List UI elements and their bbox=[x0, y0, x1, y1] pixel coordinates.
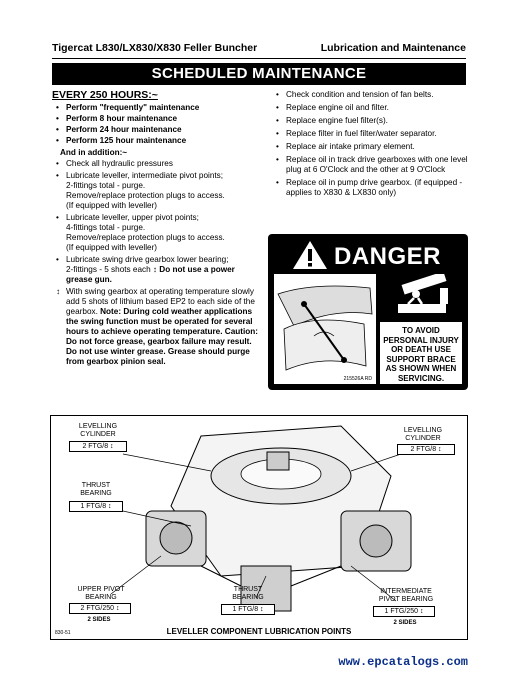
levelling-cylinder-right-spec: 2 FTG/8 ↕ bbox=[397, 444, 455, 455]
upper-pivot-bearing-label: UPPER PIVOT BEARING bbox=[77, 586, 125, 601]
task-item: • Replace filter in fuel filter/water separator. bbox=[276, 129, 437, 138]
thrust-bearing-left-label: THRUST BEARING bbox=[80, 482, 112, 497]
intermediate-pivot-bearing-spec: 1 FTG/250 ↕ bbox=[373, 606, 435, 617]
task-item: • Lubricate leveller, upper pivot points; 4-fittings total - purge. Remove/replace protection plugs to access. (If equipped with leveller) bbox=[56, 213, 225, 252]
perform-item: • Perform 125 hour maintenance bbox=[56, 136, 187, 145]
perform-item: • Perform 24 hour maintenance bbox=[56, 125, 182, 134]
header-title: Tigercat L830/LX830/X830 Feller Buncher bbox=[52, 42, 258, 54]
perform-item: • Perform 8 hour maintenance bbox=[56, 114, 178, 123]
support-brace-illustration bbox=[274, 274, 376, 384]
danger-message: TO AVOID PERSONAL INJURY OR DEATH USE SUPPORT BRACE AS SHOWN WHEN SERVICING. bbox=[380, 322, 462, 384]
levelling-cylinder-left-label: LEVELLING CYLINDER bbox=[78, 423, 118, 438]
intermediate-pivot-bearing-label: INTERMEDIATE PIVOT BEARING bbox=[378, 588, 434, 603]
right-column bbox=[272, 90, 468, 199]
thrust-bearing-bottom-spec: 1 FTG/8 ↕ bbox=[221, 604, 275, 615]
diagram-caption: LEVELLER COMPONENT LUBRICATION POINTS bbox=[166, 627, 352, 636]
leveller-diagram bbox=[50, 415, 468, 640]
levelling-cylinder-right-label: LEVELLING CYLINDER bbox=[403, 427, 443, 442]
task-item: ↕ With swing gearbox at operating temperature slowly add 5 shots of lithium based EP2 to each side of the gearbox. Note: During cold weather applications the swing function must be operated for several hours to achieve operating temperature. Caution: Do not force grease, gearbox failure may result. Do not use winter grease. Grease should purge from gearbox pinion seal. bbox=[56, 287, 258, 366]
danger-word: DANGER bbox=[334, 243, 442, 270]
task-item: • Replace engine oil and filter. bbox=[276, 103, 389, 112]
levelling-cylinder-left-spec: 2 FTG/8 ↕ bbox=[69, 441, 127, 452]
task-item: • Replace air intake primary element. bbox=[276, 142, 415, 151]
perform-item: • Perform "frequently" maintenance bbox=[56, 103, 200, 112]
task-item: • Replace oil in track drive gearboxes with one level plug at 6 O'Clock and the other at 9 O'Clock bbox=[276, 155, 468, 174]
header-section: Lubrication and Maintenance bbox=[320, 42, 466, 54]
task-item: • Lubricate swing drive gearbox lower bearing; 2-fittings - 5 shots each ↕ Do not use a power grease gun. bbox=[56, 255, 235, 284]
thrust-bearing-bottom-label: THRUST BEARING bbox=[232, 586, 264, 601]
warning-triangle-icon bbox=[292, 240, 328, 270]
danger-header bbox=[274, 240, 462, 270]
task-item: • Check all hydraulic pressures bbox=[56, 159, 173, 168]
upper-pivot-bearing-spec: 2 FTG/250 ↕ bbox=[69, 603, 131, 614]
thrust-bearing-left-spec: 1 FTG/8 ↕ bbox=[69, 501, 123, 512]
page-header bbox=[52, 42, 466, 58]
header-rule bbox=[52, 58, 466, 59]
interval-title: EVERY 250 HOURS:~ bbox=[52, 89, 158, 101]
section-banner: SCHEDULED MAINTENANCE bbox=[52, 63, 466, 85]
intermediate-pivot-sides: 2 SIDES bbox=[393, 620, 417, 626]
upper-pivot-sides: 2 SIDES bbox=[87, 617, 111, 623]
task-item: • Check condition and tension of fan belts. bbox=[276, 90, 434, 99]
and-in-addition-heading: And in addition:~ bbox=[60, 148, 128, 157]
figure-code: 830-51 bbox=[55, 630, 71, 636]
task-item: • Lubricate leveller, intermediate pivot points; 2-fittings total - purge. Remove/replace protection plugs to access. (If equipped with leveller) bbox=[56, 171, 225, 210]
crush-hazard-icon bbox=[380, 274, 462, 318]
task-item: • Replace engine fuel filter(s). bbox=[276, 116, 388, 125]
footer-watermark: www.epcatalogs.com bbox=[338, 655, 468, 669]
task-item: • Replace oil in pump drive gearbox. (if equipped - applies to X830 & LX830 only) bbox=[276, 178, 463, 197]
left-column bbox=[52, 90, 262, 368]
sign-code: 215526A RD bbox=[343, 376, 372, 382]
danger-sign bbox=[268, 234, 468, 390]
